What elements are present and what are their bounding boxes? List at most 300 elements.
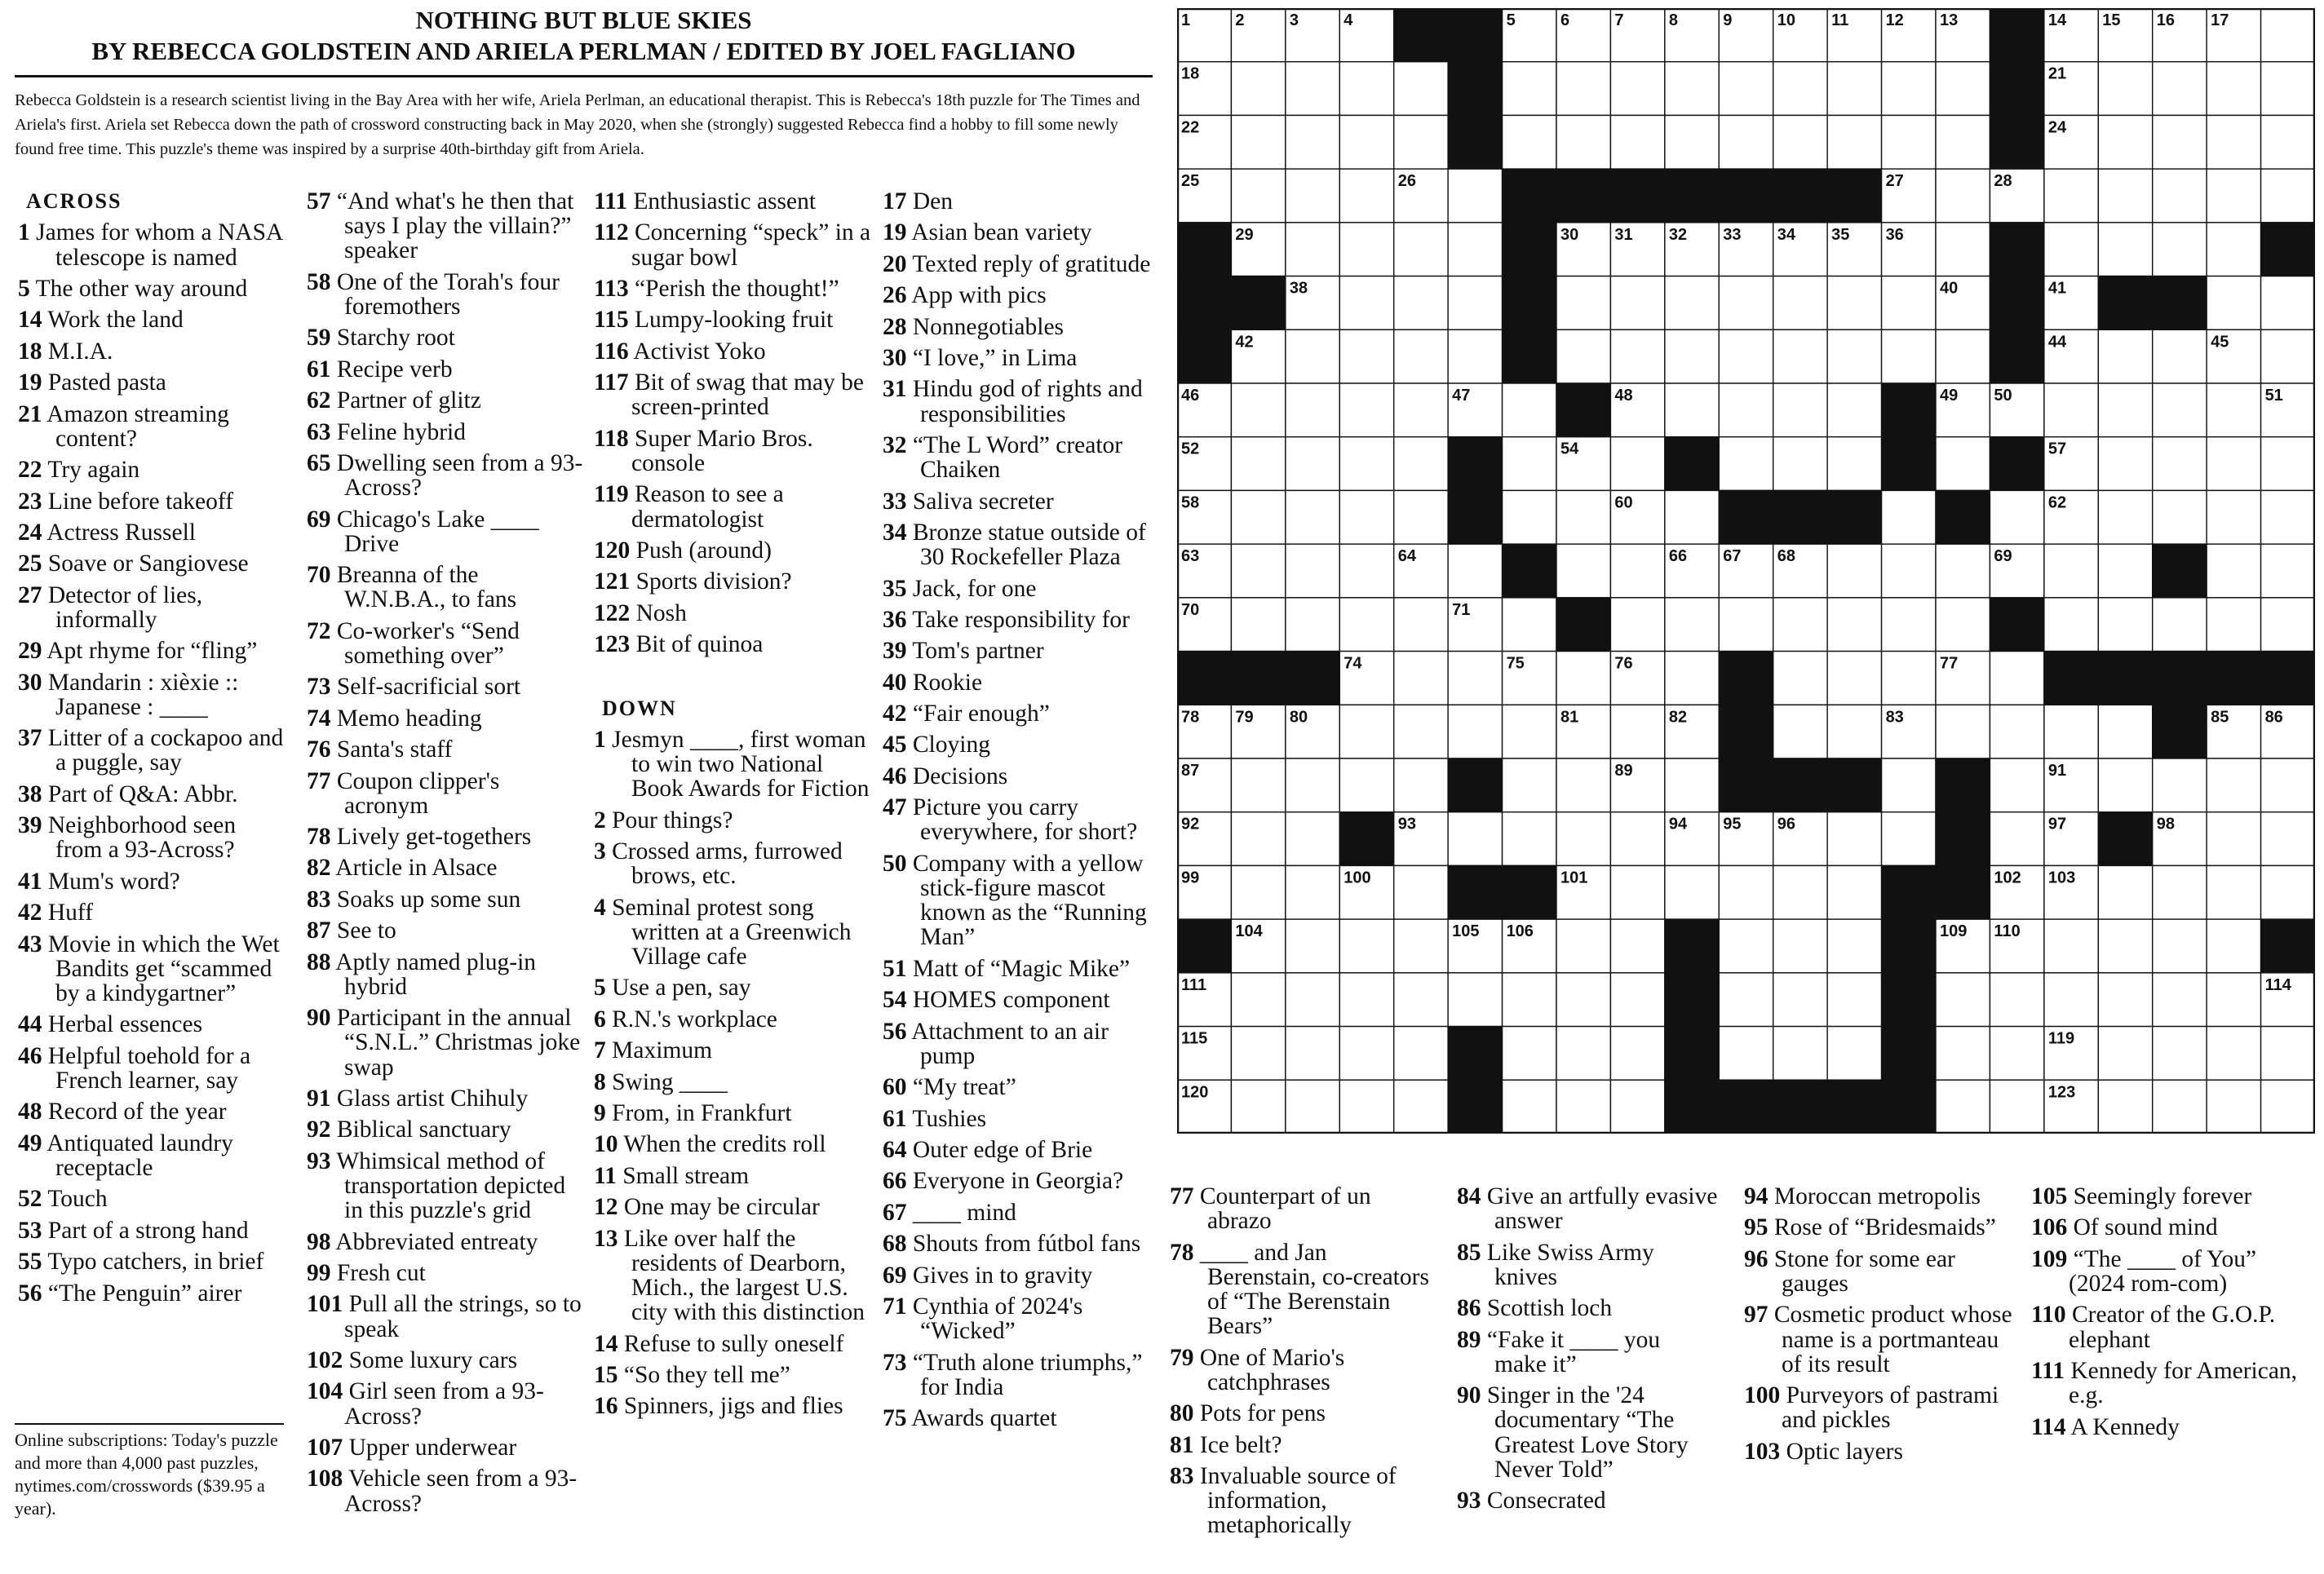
clue-38[interactable] bbox=[18, 782, 287, 807]
clue-68[interactable] bbox=[883, 1231, 1160, 1256]
grid-cell[interactable] bbox=[1665, 62, 1719, 116]
grid-cell[interactable] bbox=[2098, 329, 2152, 383]
clue-39[interactable] bbox=[883, 639, 1160, 663]
grid-cell[interactable] bbox=[1827, 437, 1881, 491]
clue-63[interactable] bbox=[307, 420, 584, 444]
grid-cell[interactable] bbox=[2207, 115, 2260, 169]
grid-cell[interactable] bbox=[2261, 8, 2315, 62]
clue-120[interactable] bbox=[594, 538, 871, 563]
grid-cell[interactable] bbox=[2098, 973, 2152, 1027]
clue-115[interactable] bbox=[594, 307, 871, 332]
grid-cell[interactable] bbox=[2044, 598, 2098, 652]
clue-70[interactable] bbox=[307, 563, 584, 612]
clue-81[interactable] bbox=[1170, 1433, 1431, 1457]
grid-cell[interactable] bbox=[1286, 437, 1339, 491]
grid-cell[interactable] bbox=[1339, 1080, 1393, 1134]
clue-123[interactable] bbox=[594, 632, 871, 657]
clue-122[interactable] bbox=[594, 601, 871, 626]
grid-cell[interactable] bbox=[1665, 329, 1719, 383]
grid-cell[interactable] bbox=[1665, 865, 1719, 919]
grid-cell[interactable] bbox=[1719, 115, 1773, 169]
grid-cell[interactable] bbox=[1339, 169, 1393, 223]
grid-cell[interactable] bbox=[1719, 329, 1773, 383]
grid-cell[interactable] bbox=[2261, 490, 2315, 544]
clue-18[interactable] bbox=[18, 339, 287, 364]
grid-cell[interactable] bbox=[1936, 329, 1990, 383]
grid-cell[interactable] bbox=[2207, 865, 2260, 919]
clue-85[interactable] bbox=[1457, 1240, 1718, 1289]
grid-cell[interactable] bbox=[1719, 276, 1773, 330]
grid-cell[interactable] bbox=[1503, 115, 1556, 169]
grid-cell[interactable] bbox=[2207, 919, 2260, 973]
grid-cell[interactable] bbox=[2261, 812, 2315, 866]
grid-cell[interactable] bbox=[1773, 62, 1827, 116]
clue-67[interactable] bbox=[883, 1200, 1160, 1225]
grid-cell[interactable] bbox=[1936, 62, 1990, 116]
clue-5[interactable] bbox=[594, 975, 871, 1000]
clue-107[interactable] bbox=[307, 1435, 584, 1460]
grid-cell[interactable] bbox=[1610, 598, 1664, 652]
clue-121[interactable] bbox=[594, 569, 871, 594]
clue-7[interactable] bbox=[594, 1038, 871, 1063]
clue-28[interactable] bbox=[883, 315, 1160, 339]
grid-cell[interactable] bbox=[2044, 544, 2098, 598]
grid-cell[interactable] bbox=[1556, 115, 1610, 169]
grid-cell[interactable] bbox=[1231, 383, 1285, 437]
grid-cell[interactable] bbox=[1882, 62, 1936, 116]
grid-cell[interactable] bbox=[1936, 705, 1990, 758]
clue-72[interactable] bbox=[307, 619, 584, 668]
grid-cell[interactable] bbox=[2153, 758, 2207, 812]
grid-cell[interactable] bbox=[1719, 598, 1773, 652]
grid-cell[interactable] bbox=[2153, 1080, 2207, 1134]
grid-cell[interactable] bbox=[1610, 1080, 1664, 1134]
grid-cell[interactable] bbox=[1610, 705, 1664, 758]
grid-cell[interactable] bbox=[1339, 758, 1393, 812]
grid-cell[interactable] bbox=[2098, 490, 2152, 544]
clue-83[interactable] bbox=[307, 887, 584, 912]
grid-cell[interactable] bbox=[1610, 919, 1664, 973]
grid-cell[interactable] bbox=[1556, 652, 1610, 705]
clue-56[interactable] bbox=[883, 1019, 1160, 1068]
grid-cell[interactable] bbox=[1231, 865, 1285, 919]
grid-cell[interactable] bbox=[1286, 329, 1339, 383]
grid-cell[interactable] bbox=[1882, 490, 1936, 544]
grid-cell[interactable] bbox=[1882, 115, 1936, 169]
clue-8[interactable] bbox=[594, 1070, 871, 1094]
grid-cell[interactable] bbox=[1448, 544, 1502, 598]
grid-cell[interactable] bbox=[2153, 1027, 2207, 1081]
clue-109[interactable] bbox=[2031, 1247, 2300, 1296]
grid-cell[interactable] bbox=[2207, 383, 2260, 437]
grid-cell[interactable] bbox=[1556, 1027, 1610, 1081]
clue-116[interactable] bbox=[594, 339, 871, 364]
grid-cell[interactable] bbox=[1286, 62, 1339, 116]
grid-cell[interactable] bbox=[2153, 169, 2207, 223]
grid-cell[interactable] bbox=[1339, 329, 1393, 383]
grid-cell[interactable] bbox=[1773, 1027, 1827, 1081]
clue-43[interactable] bbox=[18, 932, 287, 1006]
clue-119[interactable] bbox=[594, 482, 871, 531]
grid-cell[interactable] bbox=[1286, 919, 1339, 973]
grid-cell[interactable] bbox=[2153, 973, 2207, 1027]
clue-33[interactable] bbox=[883, 489, 1160, 514]
grid-cell[interactable] bbox=[1936, 223, 1990, 276]
clue-82[interactable] bbox=[307, 856, 584, 880]
grid-cell[interactable] bbox=[1339, 544, 1393, 598]
grid-cell[interactable] bbox=[1882, 758, 1936, 812]
grid-cell[interactable] bbox=[2044, 169, 2098, 223]
clue-59[interactable] bbox=[307, 325, 584, 350]
clue-77[interactable] bbox=[1170, 1184, 1431, 1233]
clue-17[interactable] bbox=[883, 189, 1160, 214]
grid-cell[interactable] bbox=[1231, 115, 1285, 169]
grid-cell[interactable] bbox=[1448, 652, 1502, 705]
clue-100[interactable] bbox=[1744, 1383, 2013, 1432]
grid-cell[interactable] bbox=[2098, 544, 2152, 598]
grid-cell[interactable] bbox=[1773, 865, 1827, 919]
grid-cell[interactable] bbox=[1231, 1027, 1285, 1081]
grid-cell[interactable] bbox=[1773, 973, 1827, 1027]
clue-54[interactable] bbox=[883, 988, 1160, 1012]
grid-cell[interactable] bbox=[2207, 973, 2260, 1027]
clue-79[interactable] bbox=[1170, 1346, 1431, 1395]
grid-cell[interactable] bbox=[2098, 598, 2152, 652]
grid-cell[interactable] bbox=[2261, 1080, 2315, 1134]
grid-cell[interactable] bbox=[1610, 62, 1664, 116]
grid-cell[interactable] bbox=[2098, 865, 2152, 919]
grid-cell[interactable] bbox=[2207, 169, 2260, 223]
grid-cell[interactable] bbox=[1556, 276, 1610, 330]
grid-cell[interactable] bbox=[1231, 812, 1285, 866]
crossword-grid-svg[interactable] bbox=[1177, 8, 2315, 1134]
grid-cell[interactable] bbox=[1773, 383, 1827, 437]
clue-78[interactable] bbox=[1170, 1240, 1431, 1339]
grid-cell[interactable] bbox=[1882, 812, 1936, 866]
grid-cell[interactable] bbox=[2261, 437, 2315, 491]
clue-57[interactable] bbox=[307, 189, 584, 263]
clue-96[interactable] bbox=[1744, 1247, 2013, 1296]
grid-cell[interactable] bbox=[2044, 223, 2098, 276]
clue-66[interactable] bbox=[883, 1169, 1160, 1193]
grid-cell[interactable] bbox=[1827, 652, 1881, 705]
grid-cell[interactable] bbox=[2261, 276, 2315, 330]
clue-104[interactable] bbox=[307, 1379, 584, 1428]
clue-102[interactable] bbox=[307, 1348, 584, 1373]
grid-cell[interactable] bbox=[1665, 383, 1719, 437]
clue-11[interactable] bbox=[594, 1164, 871, 1188]
clue-48[interactable] bbox=[18, 1099, 287, 1124]
grid-cell[interactable] bbox=[1503, 812, 1556, 866]
clue-73[interactable] bbox=[307, 674, 584, 699]
grid-cell[interactable] bbox=[1394, 865, 1448, 919]
grid-cell[interactable] bbox=[2261, 329, 2315, 383]
grid-cell[interactable] bbox=[1286, 865, 1339, 919]
grid-cell[interactable] bbox=[1827, 812, 1881, 866]
clue-50[interactable] bbox=[883, 851, 1160, 950]
clue-41[interactable] bbox=[18, 869, 287, 894]
grid-cell[interactable] bbox=[1339, 223, 1393, 276]
grid-cell[interactable] bbox=[1503, 705, 1556, 758]
grid-cell[interactable] bbox=[1719, 437, 1773, 491]
grid-cell[interactable] bbox=[1719, 62, 1773, 116]
grid-cell[interactable] bbox=[1610, 329, 1664, 383]
grid-cell[interactable] bbox=[1394, 1027, 1448, 1081]
clue-94[interactable] bbox=[1744, 1184, 2013, 1209]
grid-cell[interactable] bbox=[1394, 276, 1448, 330]
grid-cell[interactable] bbox=[2098, 115, 2152, 169]
clue-58[interactable] bbox=[307, 270, 584, 319]
grid-cell[interactable] bbox=[1231, 437, 1285, 491]
grid-cell[interactable] bbox=[1719, 919, 1773, 973]
grid-cell[interactable] bbox=[1448, 169, 1502, 223]
grid-cell[interactable] bbox=[2207, 62, 2260, 116]
clue-9[interactable] bbox=[594, 1101, 871, 1125]
grid-cell[interactable] bbox=[1827, 598, 1881, 652]
grid-cell[interactable] bbox=[2044, 383, 2098, 437]
grid-cell[interactable] bbox=[1339, 62, 1393, 116]
grid-cell[interactable] bbox=[2098, 62, 2152, 116]
grid-cell[interactable] bbox=[1719, 1027, 1773, 1081]
grid-cell[interactable] bbox=[1665, 598, 1719, 652]
clue-25[interactable] bbox=[18, 551, 287, 576]
clue-99[interactable] bbox=[307, 1261, 584, 1285]
grid-cell[interactable] bbox=[1286, 758, 1339, 812]
grid-cell[interactable] bbox=[1610, 437, 1664, 491]
grid-cell[interactable] bbox=[1773, 919, 1827, 973]
clue-6[interactable] bbox=[594, 1007, 871, 1032]
grid-cell[interactable] bbox=[2098, 383, 2152, 437]
grid-cell[interactable] bbox=[1665, 758, 1719, 812]
grid-cell[interactable] bbox=[2153, 383, 2207, 437]
grid-cell[interactable] bbox=[1503, 758, 1556, 812]
grid-cell[interactable] bbox=[1990, 758, 2043, 812]
clue-14[interactable] bbox=[594, 1332, 871, 1356]
grid-cell[interactable] bbox=[2098, 169, 2152, 223]
grid-cell[interactable] bbox=[1394, 919, 1448, 973]
clue-61[interactable] bbox=[883, 1107, 1160, 1131]
grid-cell[interactable] bbox=[2153, 115, 2207, 169]
clue-44[interactable] bbox=[18, 1012, 287, 1037]
grid-cell[interactable] bbox=[1394, 115, 1448, 169]
clue-90[interactable] bbox=[307, 1006, 584, 1080]
clue-34[interactable] bbox=[883, 520, 1160, 569]
grid-cell[interactable] bbox=[1394, 598, 1448, 652]
grid-cell[interactable] bbox=[1827, 276, 1881, 330]
crossword-grid[interactable] bbox=[1177, 8, 2315, 1138]
grid-cell[interactable] bbox=[1394, 490, 1448, 544]
grid-cell[interactable] bbox=[1503, 1080, 1556, 1134]
grid-cell[interactable] bbox=[1503, 1027, 1556, 1081]
clue-51[interactable] bbox=[883, 957, 1160, 981]
clue-30[interactable] bbox=[18, 670, 287, 719]
grid-cell[interactable] bbox=[1231, 758, 1285, 812]
grid-cell[interactable] bbox=[1394, 437, 1448, 491]
clue-20[interactable] bbox=[883, 252, 1160, 276]
grid-cell[interactable] bbox=[1394, 62, 1448, 116]
grid-cell[interactable] bbox=[2207, 437, 2260, 491]
grid-cell[interactable] bbox=[2261, 115, 2315, 169]
grid-cell[interactable] bbox=[1339, 383, 1393, 437]
grid-cell[interactable] bbox=[1936, 1027, 1990, 1081]
grid-cell[interactable] bbox=[1827, 865, 1881, 919]
grid-cell[interactable] bbox=[1231, 544, 1285, 598]
grid-cell[interactable] bbox=[1773, 652, 1827, 705]
clue-92[interactable] bbox=[307, 1117, 584, 1142]
clue-15[interactable] bbox=[594, 1363, 871, 1387]
grid-cell[interactable] bbox=[2098, 705, 2152, 758]
grid-cell[interactable] bbox=[1448, 329, 1502, 383]
grid-cell[interactable] bbox=[2261, 1027, 2315, 1081]
grid-cell[interactable] bbox=[2261, 62, 2315, 116]
clue-42[interactable] bbox=[883, 701, 1160, 726]
grid-cell[interactable] bbox=[1339, 437, 1393, 491]
clue-112[interactable] bbox=[594, 220, 871, 269]
grid-cell[interactable] bbox=[1448, 973, 1502, 1027]
grid-cell[interactable] bbox=[1231, 973, 1285, 1027]
grid-cell[interactable] bbox=[1827, 1027, 1881, 1081]
grid-cell[interactable] bbox=[1448, 705, 1502, 758]
grid-cell[interactable] bbox=[1665, 490, 1719, 544]
clue-117[interactable] bbox=[594, 370, 871, 419]
grid-cell[interactable] bbox=[1882, 598, 1936, 652]
grid-cell[interactable] bbox=[1990, 1027, 2043, 1081]
clue-19[interactable] bbox=[883, 220, 1160, 245]
grid-cell[interactable] bbox=[1827, 62, 1881, 116]
grid-cell[interactable] bbox=[1665, 652, 1719, 705]
clue-77[interactable] bbox=[307, 769, 584, 818]
grid-cell[interactable] bbox=[1719, 383, 1773, 437]
grid-cell[interactable] bbox=[1339, 598, 1393, 652]
grid-cell[interactable] bbox=[1610, 544, 1664, 598]
grid-cell[interactable] bbox=[1719, 973, 1773, 1027]
clue-10[interactable] bbox=[594, 1132, 871, 1156]
grid-cell[interactable] bbox=[1827, 544, 1881, 598]
clue-84[interactable] bbox=[1457, 1184, 1718, 1233]
clue-39[interactable] bbox=[18, 813, 287, 862]
clue-19[interactable] bbox=[18, 370, 287, 395]
clue-61[interactable] bbox=[307, 357, 584, 382]
grid-cell[interactable] bbox=[1936, 973, 1990, 1027]
clue-29[interactable] bbox=[18, 639, 287, 663]
grid-cell[interactable] bbox=[1286, 169, 1339, 223]
grid-cell[interactable] bbox=[1339, 705, 1393, 758]
grid-cell[interactable] bbox=[2207, 598, 2260, 652]
clue-110[interactable] bbox=[2031, 1302, 2300, 1351]
grid-cell[interactable] bbox=[1882, 276, 1936, 330]
grid-cell[interactable] bbox=[1990, 812, 2043, 866]
grid-cell[interactable] bbox=[2207, 544, 2260, 598]
clue-90[interactable] bbox=[1457, 1383, 1718, 1482]
clue-65[interactable] bbox=[307, 451, 584, 500]
clue-14[interactable] bbox=[18, 307, 287, 332]
grid-cell[interactable] bbox=[1286, 973, 1339, 1027]
clue-93[interactable] bbox=[307, 1149, 584, 1223]
clue-56[interactable] bbox=[18, 1281, 287, 1306]
grid-cell[interactable] bbox=[2207, 276, 2260, 330]
clue-98[interactable] bbox=[307, 1230, 584, 1254]
clue-3[interactable] bbox=[594, 839, 871, 888]
grid-cell[interactable] bbox=[1231, 169, 1285, 223]
grid-cell[interactable] bbox=[1503, 437, 1556, 491]
clue-1[interactable] bbox=[594, 727, 871, 802]
clue-95[interactable] bbox=[1744, 1215, 2013, 1240]
grid-cell[interactable] bbox=[1665, 115, 1719, 169]
clue-93[interactable] bbox=[1457, 1488, 1718, 1513]
grid-cell[interactable] bbox=[1503, 383, 1556, 437]
grid-cell[interactable] bbox=[1936, 115, 1990, 169]
grid-cell[interactable] bbox=[1773, 705, 1827, 758]
clue-16[interactable] bbox=[594, 1394, 871, 1418]
grid-cell[interactable] bbox=[2153, 62, 2207, 116]
clue-49[interactable] bbox=[18, 1131, 287, 1180]
grid-cell[interactable] bbox=[1610, 1027, 1664, 1081]
clue-80[interactable] bbox=[1170, 1401, 1431, 1426]
clue-69[interactable] bbox=[883, 1263, 1160, 1288]
grid-cell[interactable] bbox=[1394, 758, 1448, 812]
clue-26[interactable] bbox=[883, 283, 1160, 307]
grid-cell[interactable] bbox=[1665, 276, 1719, 330]
clue-13[interactable] bbox=[594, 1227, 871, 1325]
grid-cell[interactable] bbox=[1556, 490, 1610, 544]
clue-101[interactable] bbox=[307, 1292, 584, 1341]
grid-cell[interactable] bbox=[1556, 973, 1610, 1027]
clue-32[interactable] bbox=[883, 433, 1160, 482]
grid-cell[interactable] bbox=[2044, 919, 2098, 973]
grid-cell[interactable] bbox=[1827, 329, 1881, 383]
grid-cell[interactable] bbox=[1339, 276, 1393, 330]
grid-cell[interactable] bbox=[1339, 919, 1393, 973]
clue-53[interactable] bbox=[18, 1218, 287, 1243]
clue-40[interactable] bbox=[883, 670, 1160, 695]
clue-36[interactable] bbox=[883, 608, 1160, 632]
grid-cell[interactable] bbox=[1827, 705, 1881, 758]
clue-118[interactable] bbox=[594, 427, 871, 475]
clue-111[interactable] bbox=[594, 189, 871, 214]
grid-cell[interactable] bbox=[2207, 1080, 2260, 1134]
clue-2[interactable] bbox=[594, 808, 871, 833]
grid-cell[interactable] bbox=[1231, 62, 1285, 116]
grid-cell[interactable] bbox=[1773, 276, 1827, 330]
grid-cell[interactable] bbox=[1503, 62, 1556, 116]
grid-cell[interactable] bbox=[2261, 758, 2315, 812]
grid-cell[interactable] bbox=[1882, 329, 1936, 383]
grid-cell[interactable] bbox=[1882, 652, 1936, 705]
grid-cell[interactable] bbox=[1286, 383, 1339, 437]
grid-cell[interactable] bbox=[1339, 490, 1393, 544]
grid-cell[interactable] bbox=[1231, 490, 1285, 544]
grid-cell[interactable] bbox=[1286, 223, 1339, 276]
grid-cell[interactable] bbox=[2153, 865, 2207, 919]
grid-cell[interactable] bbox=[1936, 544, 1990, 598]
grid-cell[interactable] bbox=[1231, 598, 1285, 652]
clue-37[interactable] bbox=[18, 726, 287, 775]
clue-89[interactable] bbox=[1457, 1328, 1718, 1377]
clue-46[interactable] bbox=[18, 1044, 287, 1093]
clue-73[interactable] bbox=[883, 1351, 1160, 1399]
clue-83[interactable] bbox=[1170, 1464, 1431, 1538]
grid-cell[interactable] bbox=[1286, 598, 1339, 652]
grid-cell[interactable] bbox=[1394, 652, 1448, 705]
grid-cell[interactable] bbox=[1610, 276, 1664, 330]
clue-71[interactable] bbox=[883, 1294, 1160, 1343]
grid-cell[interactable] bbox=[1610, 115, 1664, 169]
grid-cell[interactable] bbox=[1773, 329, 1827, 383]
clue-23[interactable] bbox=[18, 489, 287, 514]
grid-cell[interactable] bbox=[1827, 919, 1881, 973]
grid-cell[interactable] bbox=[1503, 490, 1556, 544]
clue-78[interactable] bbox=[307, 825, 584, 849]
